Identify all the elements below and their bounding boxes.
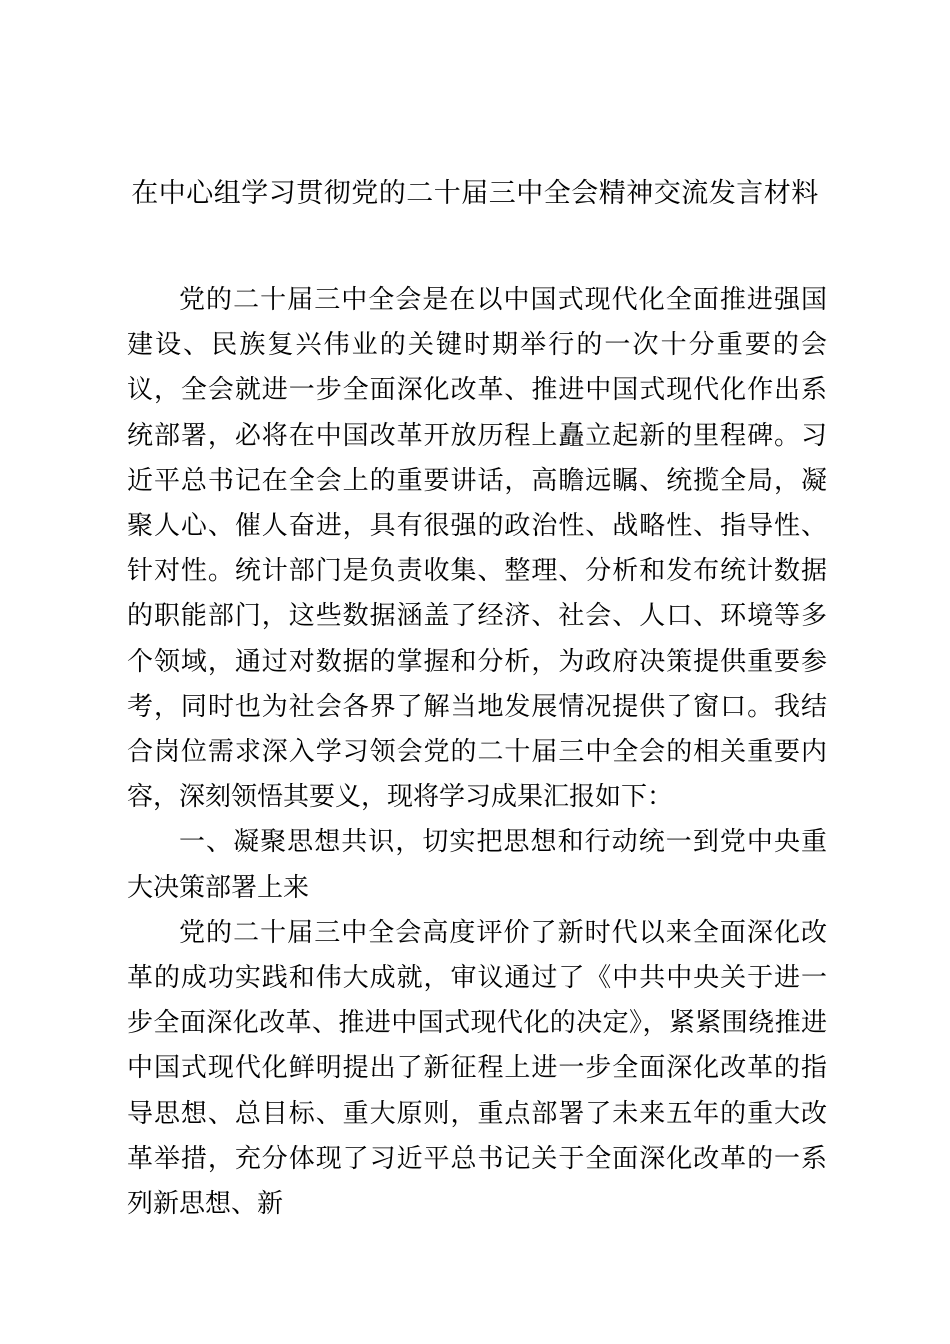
document-body: [127, 278, 827, 1227]
document-title: 在中心组学习贯彻党的二十届三中全会精神交流发言材料: [131, 178, 819, 209]
section-heading-1: 一、凝聚思想共识，切实把思想和行动统一到党中央重大决策部署上来: [127, 827, 827, 903]
intro-paragraph: 党的二十届三中全会是在以中国式现代化全面推进强国建设、民族复兴伟业的关键时期举行的一次十分重要的会议，全会就进一步全面深化改革、推进中国式现代化作出系统部署，必将在中国改革开放历程上矗立起新的里程碑。习近平总书记在全会上的重要讲话，高瞻远瞩、统揽全局，凝聚人心、催人奋进，具有很强的政治性、战略性、指导性、针对性。统计部门是负责收集、整理、分析和发布统计数据的职能部门，这些数据涵盖了经济、社会、人口、环境等多个领域，通过对数据的掌握和分析，为政府决策提供重要参考，同时也为社会各界了解当地发展情况提供了窗口。我结合岗位需求深入学习领会党的二十届三中全会的相关重要内容，深刻领悟其要义，现将学习成果汇报如下：: [127, 285, 827, 813]
section-1-paragraph: 党的二十届三中全会高度评价了新时代以来全面深化改革的成功实践和伟大成就，审议通过了《中共中央关于进一步全面深化改革、推进中国式现代化的决定》，紧紧围绕推进中国式现代化鲜明提出了新征程上进一步全面深化改革的指导思想、总目标、重大原则，重点部署了未来五年的重大改革举措，充分体现了习近平总书记关于全面深化改革的一系列新思想、新: [127, 917, 827, 1220]
